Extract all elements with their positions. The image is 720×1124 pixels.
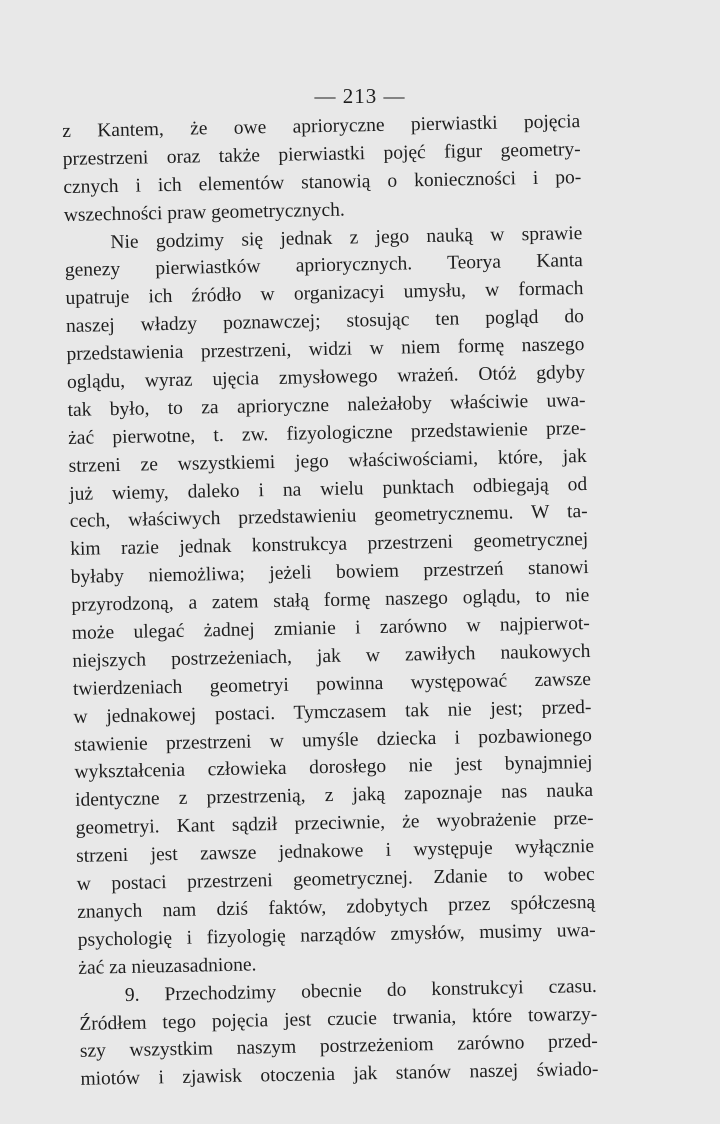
text-line: cech, właściwych przedstawieniu geometrycznemu. W ta- bbox=[69, 501, 588, 533]
text-line: oglądu, wyraz ujęcia zmysłowego wrażeń. Otóż gdyby bbox=[66, 362, 586, 393]
text-line: może ulegać żadnej zmianie i zarówno w najpierwot- bbox=[71, 612, 591, 644]
text-line: wszechności praw geometrycznych. bbox=[63, 199, 346, 226]
text-line: w postaci przestrzeni geometrycznej. Zdanie to wobec bbox=[76, 863, 595, 895]
text-line: znanych nam dziś faktów, zdobytych przez spółczesną bbox=[77, 891, 596, 923]
body-text bbox=[62, 108, 599, 1094]
text-line: w jednakowej postaci. Tymczasem tak nie jest; przed- bbox=[73, 696, 592, 728]
text-line: wykształcenia człowieka dorosłego nie jest bynajmniej bbox=[74, 752, 593, 784]
text-line: przyrodzoną, a zatem stałą formę naszego oglądu, to nie bbox=[71, 585, 590, 617]
text-line: geometryi. Kant sądził przeciwnie, że wyobrażenie prze- bbox=[75, 808, 594, 840]
text-line: kim razie jednak konstrukcya przestrzeni geometrycznej bbox=[70, 529, 589, 561]
page-number: — 213 — bbox=[314, 84, 406, 108]
text-line: żać za nieuzasadnione. bbox=[78, 954, 257, 979]
text-line: Nie godzimy się jednak z jego nauką w sprawie bbox=[110, 222, 583, 253]
text-line: przedstawienia przestrzeni, widzi w niem formę naszego bbox=[66, 334, 585, 366]
text-line: identyczne z przestrzenią, z jaką zapoznaje nas nauka bbox=[74, 780, 594, 812]
text-line: tak było, to za aprioryczne należałoby właściwie uwa- bbox=[67, 389, 586, 421]
text-line: 9. Przechodzimy obecnie do konstrukcyi czasu. bbox=[124, 975, 597, 1006]
text-line: już wiemy, daleko i na wielu punktach odbiegają od bbox=[69, 473, 588, 505]
text-line: niejszych postrzeżeniach, jak w zawiłych naukowych bbox=[72, 640, 591, 672]
text-line: strzeni jest zawsze jednakowe i występuje wyłącznie bbox=[75, 836, 595, 868]
text-line: twierdzeniach geometryi powinna występować zawsze bbox=[72, 668, 592, 700]
text-line: szy wszystkim naszym postrzeżeniom zarówno przed- bbox=[79, 1031, 599, 1063]
text-line: żać pierwotne, t. zw. fizyologiczne przedstawienie prze- bbox=[67, 417, 587, 449]
text-line: przestrzeni oraz także pierwiastki pojęć figur geometry- bbox=[62, 138, 581, 170]
text-line: psychologię i fizyologię narządów zmysłów, musimy uwa- bbox=[77, 919, 596, 951]
text-line: naszej władzy poznawczej; stosując ten pogląd do bbox=[65, 306, 585, 338]
text-line: upatruje ich źródło w organizacyi umysłu, w formach bbox=[65, 278, 584, 310]
text-line: strzeni ze wszystkiemi jego właściwościami, które, jak bbox=[68, 445, 587, 477]
text-line: Źródłem tego pojęcia jest czucie trwania, które towarzy- bbox=[79, 1003, 598, 1035]
text-line: stawienie przestrzeni w umyśle dziecka i pozbawionego bbox=[73, 724, 593, 756]
text-line: cznych i ich elementów stanowią o konieczności i po- bbox=[63, 166, 582, 198]
text-line: genezy pierwiastków apriorycznych. Teorya Kanta bbox=[64, 250, 584, 282]
text-line: z Kantem, że owe aprioryczne pierwiastki pojęcia bbox=[62, 111, 581, 142]
text-line: miotów i zjawisk otoczenia jak stanów naszej świado- bbox=[80, 1059, 599, 1091]
text-line: byłaby niemożliwa; jeżeli bowiem przestrzeń stanowi bbox=[70, 557, 589, 589]
